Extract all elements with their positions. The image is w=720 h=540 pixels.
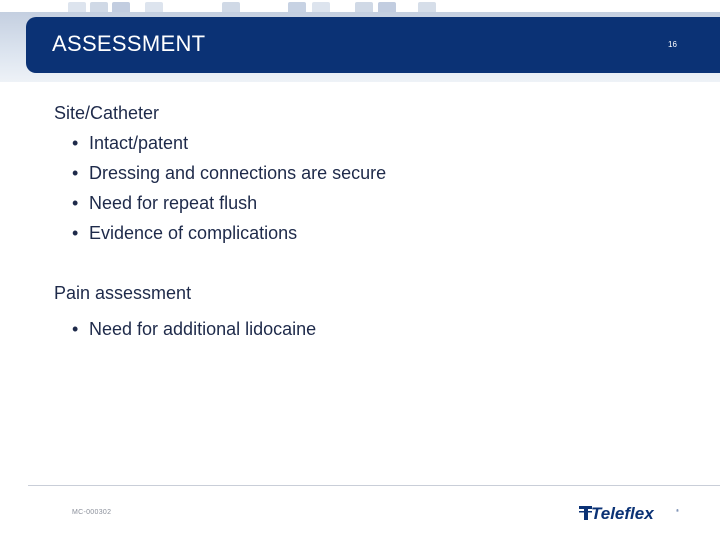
- list-item-text: Need for repeat flush: [89, 193, 258, 213]
- list-item-text: Evidence of complications: [89, 223, 298, 243]
- footer-divider: [28, 485, 720, 486]
- bullet-icon: •: [72, 133, 79, 153]
- slide-title: ASSESSMENT: [52, 31, 206, 56]
- list-item: [72, 223, 297, 244]
- slide-number: 16: [668, 40, 677, 49]
- list-item-text: Need for additional lidocaine: [89, 319, 317, 339]
- list-item: [72, 193, 257, 214]
- teleflex-logo: [578, 503, 682, 523]
- bullet-icon: •: [72, 193, 79, 213]
- bullet-icon: •: [72, 163, 79, 183]
- section-heading: Site/Catheter: [54, 103, 160, 123]
- bullet-icon: •: [72, 319, 79, 339]
- bullet-icon: •: [72, 223, 79, 243]
- list-item-text: Dressing and connections are secure: [89, 163, 387, 183]
- footer-code: MC-000302: [72, 509, 112, 516]
- list-item-text: Intact/patent: [89, 133, 189, 153]
- list-item: [72, 163, 386, 184]
- logo-registered-mark: ®: [676, 508, 679, 513]
- list-item: [72, 133, 188, 154]
- section-heading: Pain assessment: [54, 283, 192, 303]
- logo-wordmark: Teleflex: [591, 504, 654, 523]
- list-item: [72, 319, 316, 340]
